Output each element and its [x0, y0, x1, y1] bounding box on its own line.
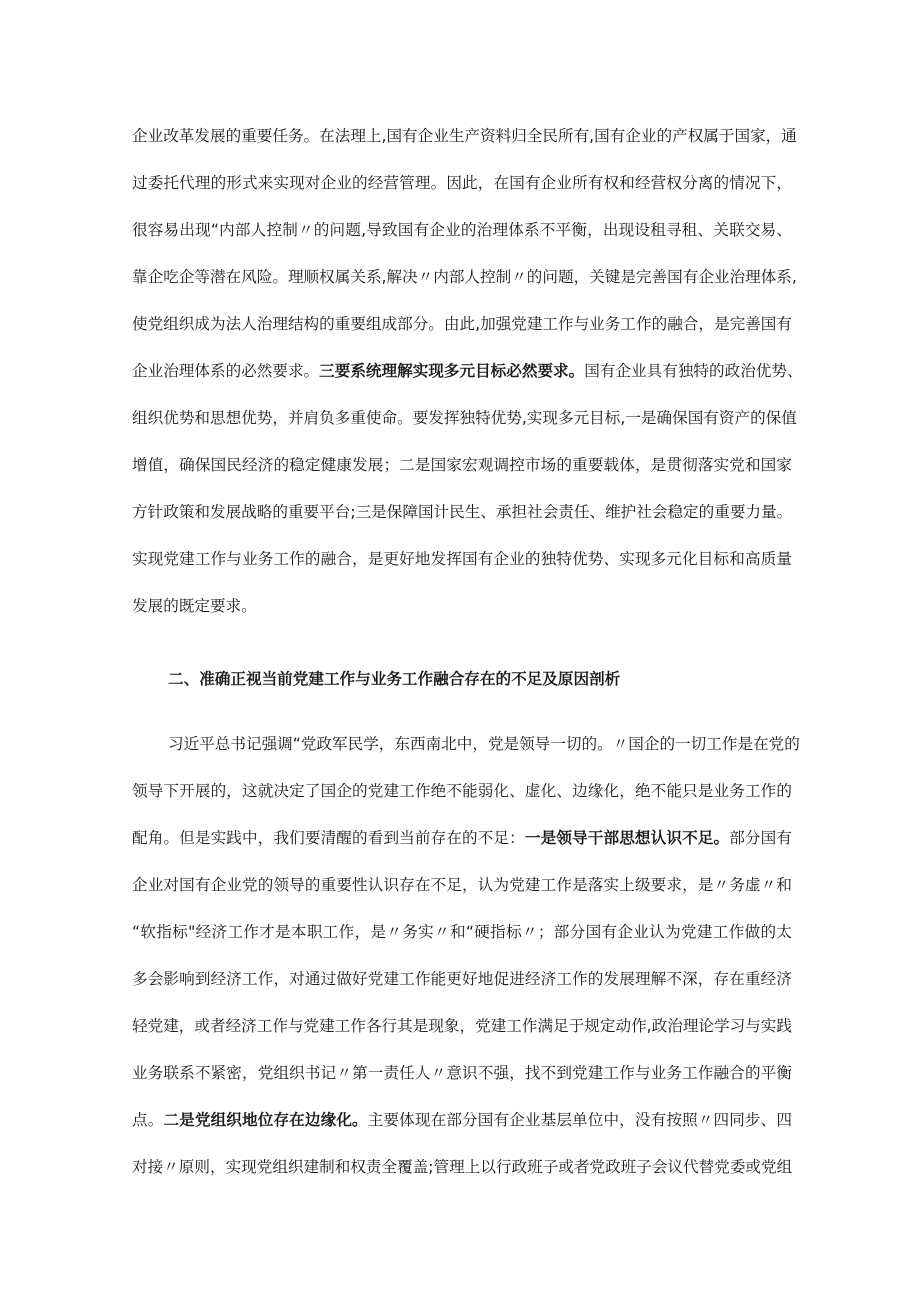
bold-keypoint: 一是领导干部思想认识不足。 [524, 829, 730, 847]
body-line: 方针政策和发展战略的重要平台;三是保障国计民生、承担社会责任、维护社会稳定的重要力量。 [132, 503, 793, 521]
body-line: 业务联系不紧密，党组织书记〃第一责任人〃意识不强，找不到党建工作与业务工作融合的平衡 [132, 1064, 792, 1082]
body-line: 配角。但是实践中，我们要清醒的看到当前存在的不足：一是领导干部思想认识不足。部分国有 [132, 829, 792, 847]
body-line: 很容易出现“内部人控制〃的问题,导致国有企业的治理体系不平衡，出现设租寻租、关联交易、 [132, 221, 792, 239]
body-line: “软指标"经济工作才是本职工作，是〃务实〃和“硬指标〃；部分国有企业认为党建工作做的太 [132, 923, 792, 941]
body-line: 使党组织成为法人治理结构的重要组成部分。由此,加强党建工作与业务工作的融合，是完善国有 [132, 315, 792, 333]
body-line: 轻党建，或者经济工作与党建工作各行其是现象，党建工作满足于规定动作,政治理论学习与实践 [132, 1017, 792, 1035]
body-line: 发展的既定要求。 [132, 597, 257, 615]
body-line: 靠企吃企等潜在风险。理顺权属关系,解决〃内部人控制〃的问题，关键是完善国有企业治理体系, [132, 268, 797, 286]
section-heading: 二、准确正视当前党建工作与业务工作融合存在的不足及原因剖析 [168, 670, 621, 688]
body-line: 过委托代理的形式来实现对企业的经营管理。因此，在国有企业所有权和经营权分离的情况下， [132, 174, 792, 192]
bold-keypoint: 三要系统理解实现多元目标必然要求。 [319, 362, 585, 380]
body-line: 组织优势和思想优势，并肩负多重使命。要发挥独特优势,实现多元目标,一是确保国有资产的保值 [132, 409, 797, 427]
body-line: 多会影响到经济工作，对通过做好党建工作能更好地促进经济工作的发展理解不深，存在重经济 [132, 970, 792, 988]
body-line: 企业对国有企业党的领导的重要性认识存在不足，认为党建工作是落实上级要求，是〃务虚〃和 [132, 876, 792, 894]
body-line: 点。二是党组织地位存在边缘化。主要体现在部分国有企业基层单位中，没有按照〃四同步、四 [132, 1111, 792, 1129]
body-line: 实现党建工作与业务工作的融合，是更好地发挥国有企业的独特优势、实现多元化目标和高质量 [132, 550, 792, 568]
body-line: 企业改革发展的重要任务。在法理上,国有企业生产资料归全民所有,国有企业的产权属于国家，通 [132, 127, 797, 145]
body-line: 习近平总书记强调“党政军民学，东西南北中，党是领导一切的。〃国企的一切工作是在党的 [168, 735, 800, 753]
body-line: 对接〃原则，实现党组织建制和权责全覆盖;管理上以行政班子或者党政班子会议代替党委或党组 [132, 1158, 793, 1176]
bold-keypoint: 二是党组织地位存在边缘化。 [163, 1111, 368, 1129]
body-line: 增值，确保国民经济的稳定健康发展；二是国家宏观调控市场的重要载体，是贯彻落实党和国家 [132, 456, 792, 474]
body-line: 企业治理体系的必然要求。三要系统理解实现多元目标必然要求。国有企业具有独特的政治优势、 [132, 362, 803, 380]
body-line: 领导下开展的，这就决定了国企的党建工作绝不能弱化、虚化、边缘化，绝不能只是业务工作的 [132, 782, 792, 800]
